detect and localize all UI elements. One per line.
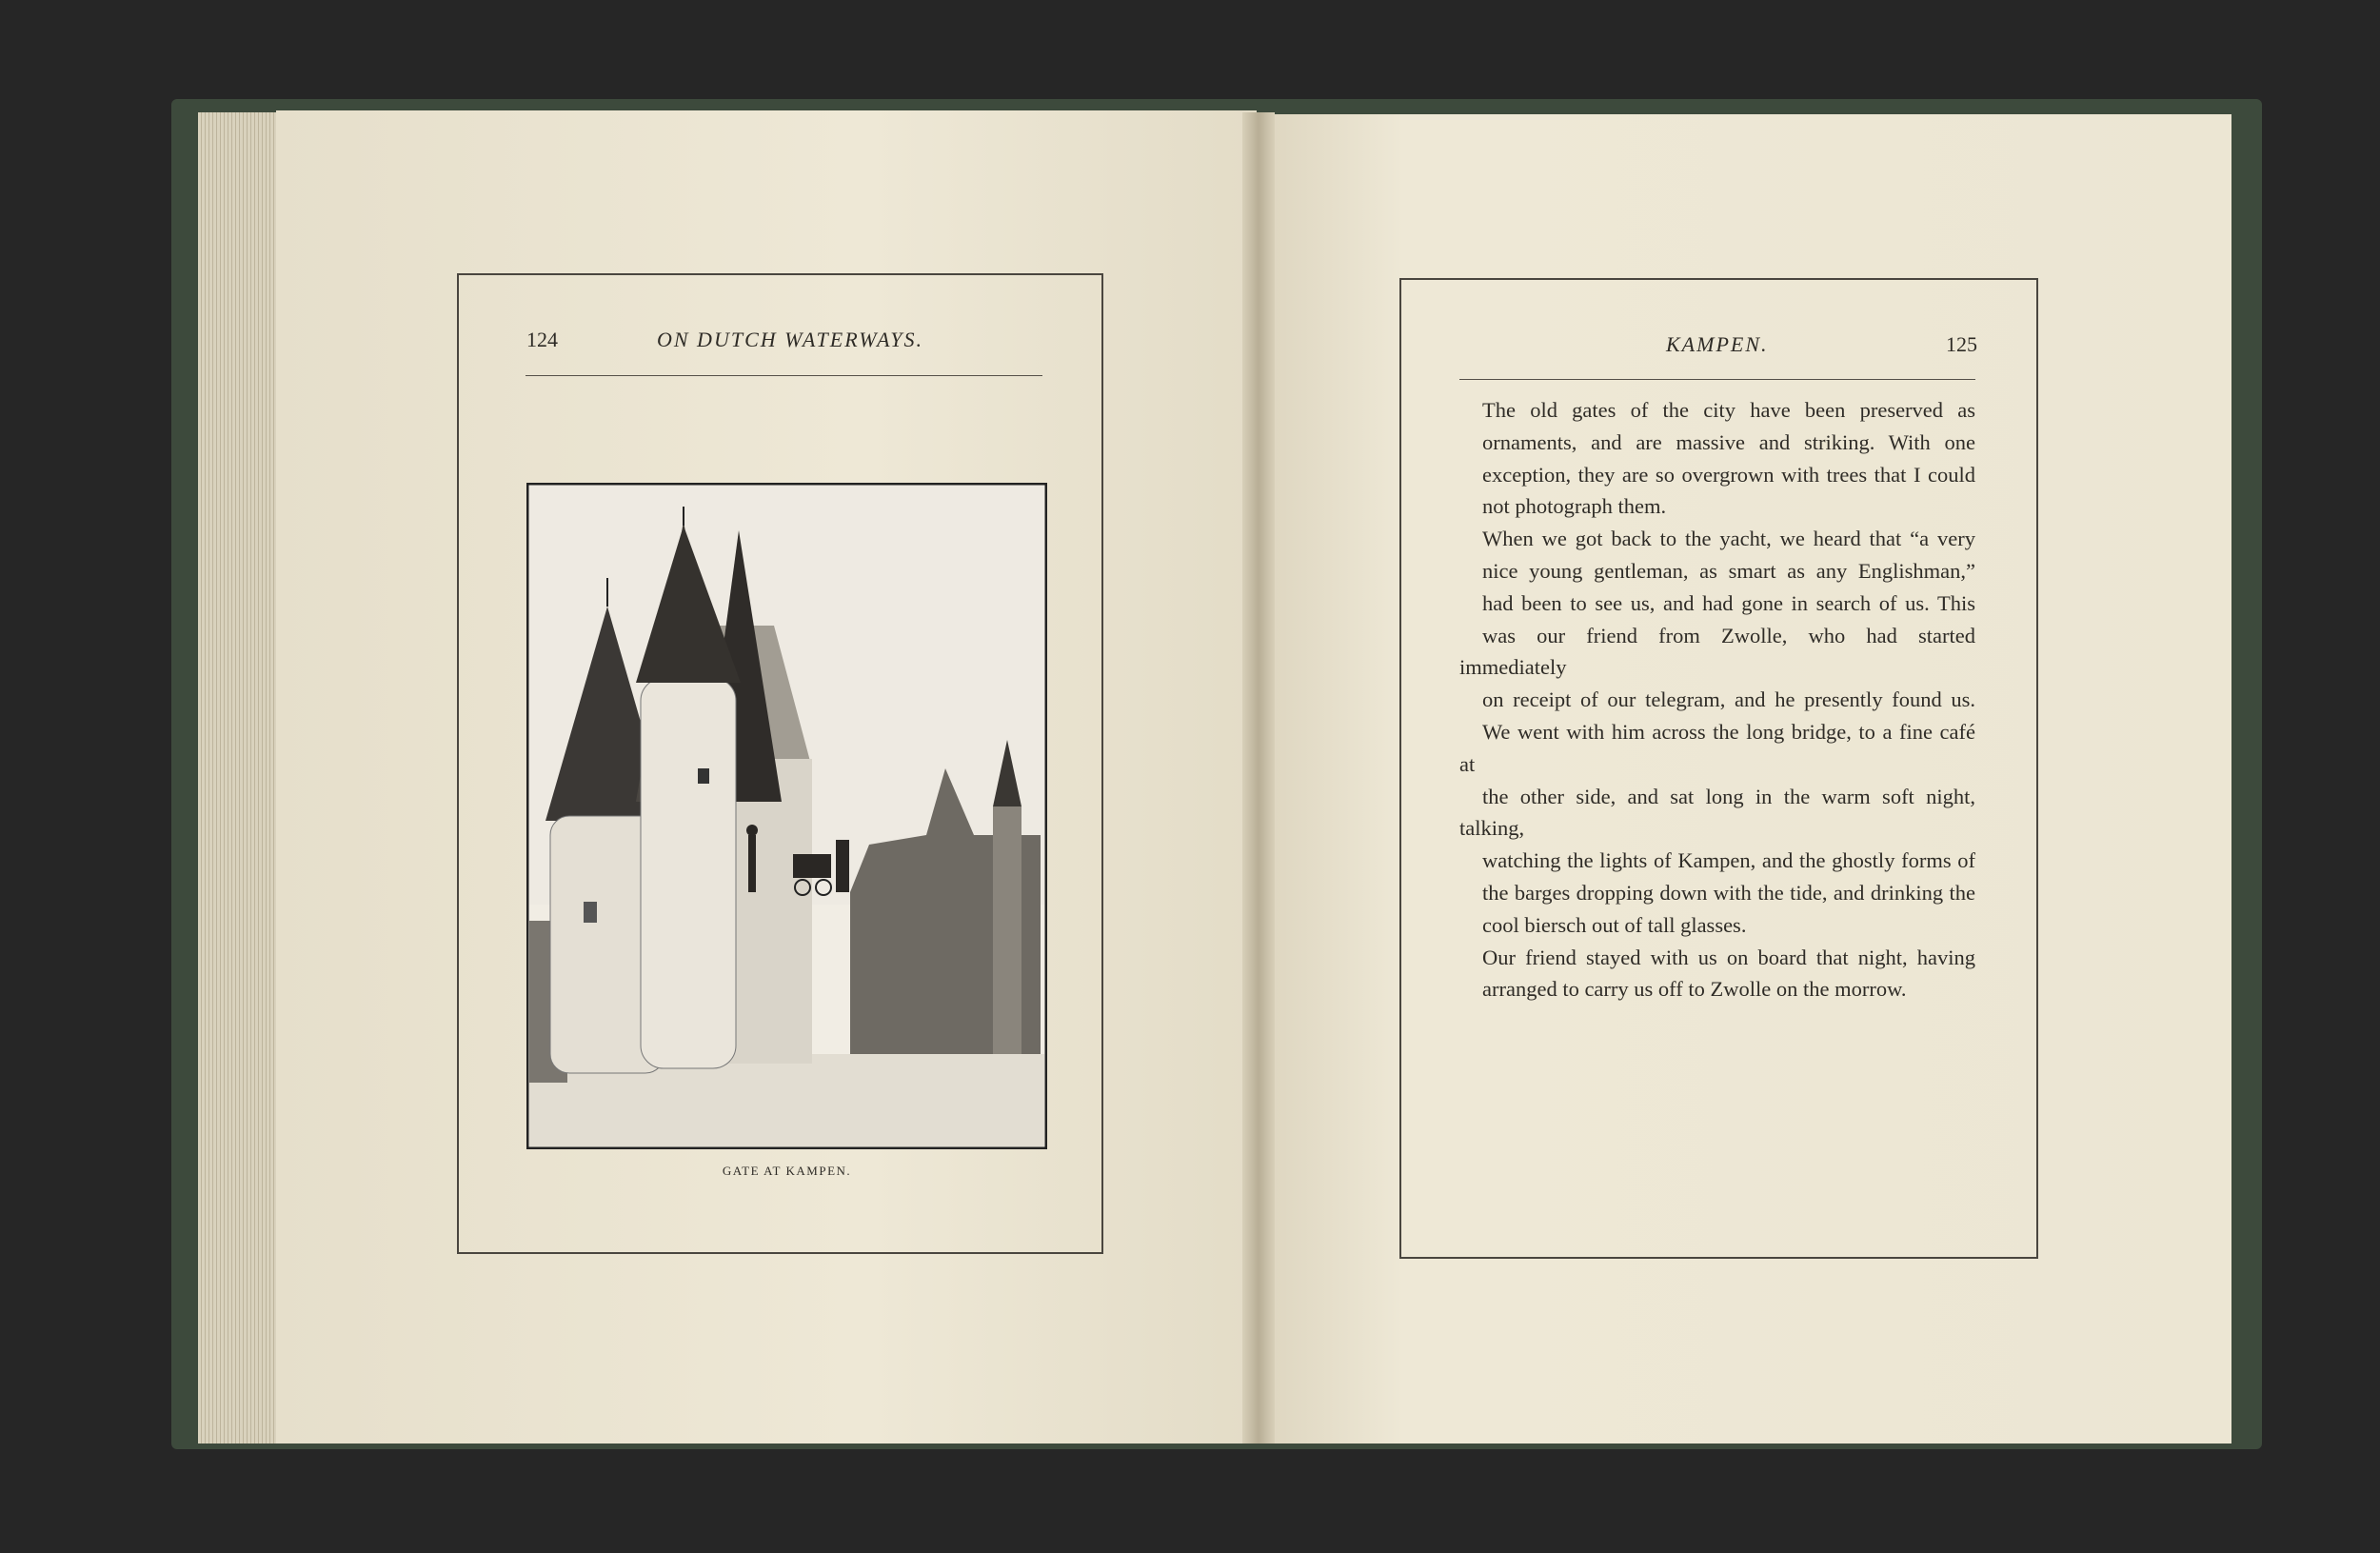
- text-line: nice young gentleman, as smart as any Englishman,”: [1482, 558, 1975, 583]
- text-line: exception, they are so overgrown with trees that I could: [1482, 462, 1975, 487]
- text-line: The old gates of the city have been preserved as: [1482, 398, 1975, 422]
- text-line: Our friend stayed with us on board that night, having: [1482, 945, 1975, 969]
- gate-at-kampen-illustration: [526, 483, 1047, 1149]
- book-gutter: [1242, 112, 1275, 1443]
- text-line: the barges dropping down with the tide, and drinking the: [1482, 880, 1975, 905]
- illustration-caption: GATE AT KAMPEN.: [722, 1164, 852, 1178]
- text-line: cool biersch out of tall glasses.: [1482, 912, 1747, 937]
- text-line: on receipt of our telegram, and he presently found us.: [1482, 687, 1975, 712]
- left-running-head: ON DUTCH WATERWAYS.: [657, 328, 924, 351]
- text-line: When we got back to the yacht, we heard that “a very: [1482, 527, 1975, 551]
- text-line: ornaments, and are massive and striking. With one: [1482, 429, 1975, 454]
- text-line: was our friend from Zwolle, who had started immediately: [1459, 623, 1975, 680]
- paragraph: [1459, 523, 1975, 941]
- body-text: [1459, 394, 1975, 1005]
- left-page-number: 124: [526, 328, 558, 351]
- text-line: arranged to carry us off to Zwolle on the morrow.: [1482, 977, 1907, 1002]
- text-line: not photograph them.: [1482, 494, 1667, 519]
- text-line: We went with him across the long bridge, to a fine café at: [1459, 719, 1975, 776]
- right-page-number: 125: [1946, 332, 1977, 356]
- text-line: had been to see us, and had gone in search of us. This: [1482, 590, 1975, 615]
- right-running-head: KAMPEN.: [1666, 332, 1769, 356]
- paragraph: [1459, 942, 1975, 1006]
- page-edges: [198, 112, 284, 1443]
- right-header-rule: [1459, 379, 1975, 380]
- text-line: the other side, and sat long in the warm soft night, talking,: [1459, 784, 1975, 841]
- left-header-rule: [526, 375, 1042, 376]
- paragraph: [1459, 394, 1975, 523]
- text-line: watching the lights of Kampen, and the ghostly forms of: [1482, 848, 1975, 873]
